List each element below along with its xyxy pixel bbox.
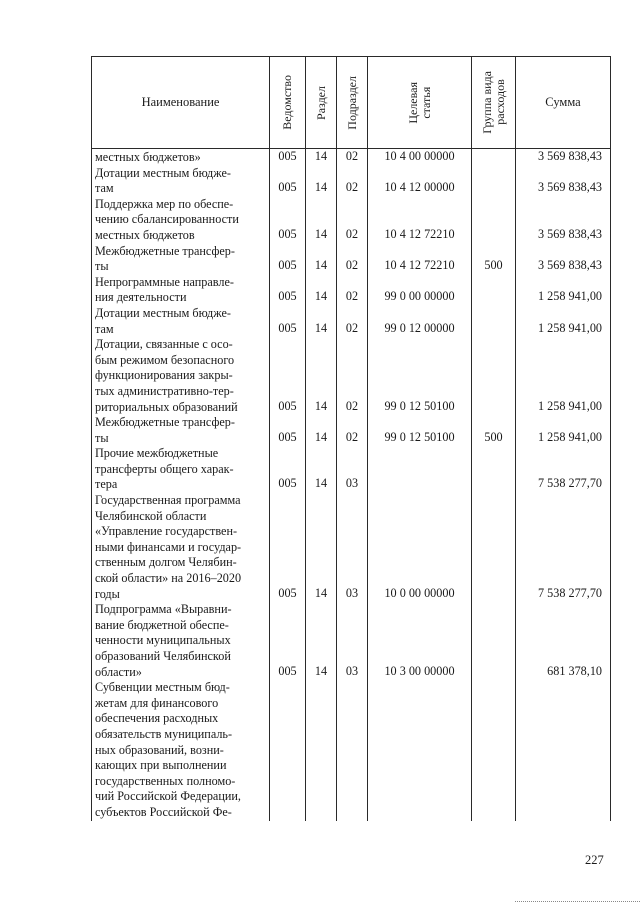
cell-ved-text: 005 bbox=[278, 585, 297, 600]
cell-razd bbox=[306, 602, 337, 680]
cell-name bbox=[92, 244, 270, 275]
cell-name-text: Субвенции местным бюд- жетам для финансового обеспечения расходных обязательств муниципаль- ных образований, возни- кающих при выполнении государственных полномо- чий Российской Федерации, субъектов Российской Фе- bbox=[95, 680, 241, 819]
cell-podrazd bbox=[337, 149, 368, 166]
cell-podrazd-text: 03 bbox=[345, 476, 359, 491]
cell-razd-text: 14 bbox=[314, 149, 328, 163]
table-row bbox=[92, 166, 611, 197]
cell-cel bbox=[368, 446, 472, 493]
cell-cel bbox=[368, 415, 472, 446]
cell-sum bbox=[516, 446, 611, 493]
cell-name bbox=[92, 602, 270, 680]
cell-cel bbox=[368, 306, 472, 337]
cell-podrazd-text: 02 bbox=[345, 180, 359, 195]
cell-sum-text bbox=[516, 820, 602, 821]
header-grp-cell bbox=[472, 57, 516, 149]
cell-name-text: местных бюджетов» bbox=[95, 150, 201, 164]
cell-razd bbox=[306, 493, 337, 602]
cell-razd bbox=[306, 275, 337, 306]
cell-podrazd bbox=[337, 306, 368, 337]
cell-razd-text: 14 bbox=[314, 180, 328, 195]
cell-ved bbox=[270, 446, 306, 493]
cell-cel bbox=[368, 149, 472, 166]
table-row bbox=[92, 446, 611, 493]
cell-ved bbox=[270, 680, 306, 820]
table-row bbox=[92, 197, 611, 244]
cell-grp bbox=[472, 149, 516, 166]
cell-cel-text: 10 4 00 00000 bbox=[384, 149, 455, 163]
cell-ved-text: 005 bbox=[278, 149, 297, 163]
cell-razd bbox=[306, 306, 337, 337]
cell-ved-text bbox=[270, 820, 305, 821]
header-razd-cell bbox=[306, 57, 337, 149]
table-row bbox=[92, 306, 611, 337]
cell-sum bbox=[516, 166, 611, 197]
cell-ved-text: 005 bbox=[278, 398, 297, 413]
cell-razd bbox=[306, 415, 337, 446]
cell-razd bbox=[306, 446, 337, 493]
cell-cel bbox=[368, 244, 472, 275]
cell-cel bbox=[368, 166, 472, 197]
cell-razd bbox=[306, 680, 337, 820]
cell-sum bbox=[516, 337, 611, 415]
cell-sum-text: 3 569 838,43 bbox=[538, 258, 602, 273]
cell-name-text: Поддержка мер по обеспе- чению сбалансированности местных бюджетов bbox=[95, 196, 239, 242]
cell-razd-text bbox=[306, 820, 336, 821]
cell-name-text: Подпрограмма «Выравни- вание бюджетной обеспе- ченности муниципальных образований Челябинской области» bbox=[95, 602, 232, 679]
table-body bbox=[92, 149, 611, 821]
cell-ved-text: 005 bbox=[278, 476, 297, 491]
cell-grp bbox=[472, 166, 516, 197]
cell-name bbox=[92, 197, 270, 244]
cell-podrazd bbox=[337, 680, 368, 820]
cell-ved bbox=[270, 493, 306, 602]
cell-ved-text: 005 bbox=[278, 180, 297, 195]
cell-name-text: Государственная программа Челябинской области «Управление государствен- ными финансами и государ- ственным долгом Челябин- ской области» на 2016–2020 годы bbox=[95, 493, 242, 601]
footer-line bbox=[515, 901, 640, 902]
cell-sum-text: 7 538 277,70 bbox=[538, 476, 602, 491]
header-podrazd-cell bbox=[337, 57, 368, 149]
cell-sum bbox=[516, 306, 611, 337]
cell-podrazd bbox=[337, 415, 368, 446]
cell-ved bbox=[270, 602, 306, 680]
cell-podrazd-text: 03 bbox=[345, 585, 359, 600]
cell-cel-text: 10 4 12 72210 bbox=[384, 258, 455, 273]
cell-ved bbox=[270, 306, 306, 337]
cell-grp bbox=[472, 337, 516, 415]
cell-sum-text: 7 538 277,70 bbox=[538, 585, 602, 600]
cell-razd bbox=[306, 337, 337, 415]
cell-name bbox=[92, 415, 270, 446]
cell-razd-text: 14 bbox=[314, 476, 328, 491]
cell-podrazd-text: 02 bbox=[345, 320, 359, 335]
cell-razd-text: 14 bbox=[314, 585, 328, 600]
cell-sum-text: 3 569 838,43 bbox=[538, 180, 602, 195]
header-cel-cell bbox=[368, 57, 472, 149]
cell-podrazd-text bbox=[337, 820, 367, 821]
cell-cel-text: 99 0 12 00000 bbox=[384, 320, 455, 335]
header-ved: Ведомство bbox=[280, 75, 294, 130]
cell-podrazd-text: 03 bbox=[345, 663, 359, 678]
cell-sum bbox=[516, 602, 611, 680]
cell-grp bbox=[472, 197, 516, 244]
cell-podrazd-text: 02 bbox=[345, 398, 359, 413]
cell-cel-text: 10 4 12 00000 bbox=[384, 180, 455, 195]
table-row bbox=[92, 244, 611, 275]
cell-name bbox=[92, 306, 270, 337]
cell-grp-text: 500 bbox=[484, 258, 503, 273]
cell-grp bbox=[472, 680, 516, 820]
cell-grp bbox=[472, 602, 516, 680]
cell-ved-text: 005 bbox=[278, 258, 297, 273]
cell-sum-text: 3 569 838,43 bbox=[538, 149, 602, 163]
table-row bbox=[92, 415, 611, 446]
cell-razd bbox=[306, 197, 337, 244]
cell-cel-text: 99 0 12 50100 bbox=[384, 398, 455, 413]
cell-razd-text: 14 bbox=[314, 289, 328, 304]
cell-cel bbox=[368, 275, 472, 306]
cell-cel bbox=[368, 197, 472, 244]
cell-ved bbox=[270, 275, 306, 306]
cell-cel-text: 10 0 00 00000 bbox=[384, 585, 455, 600]
cell-cel-text: 99 0 00 00000 bbox=[384, 289, 455, 304]
cell-razd bbox=[306, 244, 337, 275]
cell-grp-text: 500 bbox=[484, 429, 503, 444]
cell-grp bbox=[472, 244, 516, 275]
cell-ved-text: 005 bbox=[278, 289, 297, 304]
table-header bbox=[92, 57, 611, 149]
cell-sum bbox=[516, 680, 611, 820]
cell-name-text: Межбюджетные трансфер- ты bbox=[95, 243, 235, 274]
cell-name bbox=[92, 166, 270, 197]
cell-podrazd bbox=[337, 446, 368, 493]
cell-sum-text: 1 258 941,00 bbox=[538, 289, 602, 304]
page-number: 227 bbox=[585, 853, 604, 867]
cell-podrazd bbox=[337, 244, 368, 275]
cell-podrazd bbox=[337, 275, 368, 306]
cell-podrazd bbox=[337, 493, 368, 602]
cell-sum-text: 681 378,10 bbox=[547, 663, 602, 678]
cell-ved bbox=[270, 149, 306, 166]
cell-cel bbox=[368, 493, 472, 602]
cell-ved-text: 005 bbox=[278, 429, 297, 444]
cell-grp-text bbox=[472, 820, 515, 821]
cell-ved bbox=[270, 337, 306, 415]
cell-ved-text: 005 bbox=[278, 663, 297, 678]
cell-grp bbox=[472, 446, 516, 493]
table-row bbox=[92, 602, 611, 680]
cell-cel bbox=[368, 337, 472, 415]
cell-podrazd bbox=[337, 602, 368, 680]
cell-name-text: Межбюджетные трансфер- ты bbox=[95, 415, 235, 445]
cell-name-text: Дотации местным бюдже- там bbox=[95, 165, 231, 196]
cell-cel bbox=[368, 602, 472, 680]
cell-name bbox=[92, 337, 270, 415]
cell-sum bbox=[516, 197, 611, 244]
cell-ved bbox=[270, 166, 306, 197]
cell-name bbox=[92, 493, 270, 602]
cell-sum bbox=[516, 415, 611, 446]
cell-sum-text: 3 569 838,43 bbox=[538, 226, 602, 241]
cell-podrazd-text: 02 bbox=[345, 429, 359, 444]
header-ved-cell bbox=[270, 57, 306, 149]
cell-podrazd-text: 02 bbox=[345, 226, 359, 241]
table-row bbox=[92, 680, 611, 820]
cell-grp bbox=[472, 493, 516, 602]
cell-name bbox=[92, 446, 270, 493]
cell-podrazd-text: 02 bbox=[345, 149, 359, 163]
cell-razd-text: 14 bbox=[314, 258, 328, 273]
header-name: Наименование bbox=[92, 57, 270, 149]
cell-podrazd bbox=[337, 197, 368, 244]
cell-razd-text: 14 bbox=[314, 320, 328, 335]
cell-ved-text: 005 bbox=[278, 320, 297, 335]
cell-podrazd bbox=[337, 166, 368, 197]
header-razd: Раздел bbox=[313, 85, 328, 120]
cell-razd-text: 14 bbox=[314, 398, 328, 413]
budget-table bbox=[91, 56, 611, 821]
cell-name bbox=[92, 149, 270, 166]
cell-sum bbox=[516, 244, 611, 275]
header-sum: Сумма bbox=[516, 57, 611, 149]
cell-ved bbox=[270, 415, 306, 446]
table-row bbox=[92, 337, 611, 415]
cell-cel-text: 10 3 00 00000 bbox=[384, 663, 455, 678]
cell-cel-text bbox=[368, 820, 471, 821]
cell-razd bbox=[306, 149, 337, 166]
cell-podrazd bbox=[337, 337, 368, 415]
cell-sum bbox=[516, 149, 611, 166]
cell-razd bbox=[306, 166, 337, 197]
cell-name-text: Дотации, связанные с осо- бым режимом безопасного функционирования закры- тых административно-тер- риториальных образований bbox=[95, 337, 238, 414]
cell-grp bbox=[472, 275, 516, 306]
cell-podrazd-text: 02 bbox=[345, 289, 359, 304]
cell-grp bbox=[472, 415, 516, 446]
cell-name bbox=[92, 275, 270, 306]
header-cel: Целевая статья bbox=[405, 81, 433, 124]
header-podrazd: Подраздел bbox=[344, 75, 359, 130]
cell-cel-text: 99 0 12 50100 bbox=[384, 429, 455, 444]
cell-cel-text: 10 4 12 72210 bbox=[384, 226, 455, 241]
cell-ved bbox=[270, 244, 306, 275]
cell-razd-text: 14 bbox=[314, 226, 328, 241]
cell-razd-text: 14 bbox=[314, 663, 328, 678]
cell-name bbox=[92, 680, 270, 820]
cell-name-text: Непрограммные направле- ния деятельности bbox=[95, 274, 234, 305]
table-row bbox=[92, 275, 611, 306]
cell-sum bbox=[516, 275, 611, 306]
table-row bbox=[92, 149, 611, 166]
cell-sum-text: 1 258 941,00 bbox=[538, 320, 602, 335]
table-row bbox=[92, 493, 611, 602]
header-grp: Группа вида расходов bbox=[479, 71, 507, 134]
cell-grp bbox=[472, 306, 516, 337]
cell-podrazd-text: 02 bbox=[345, 258, 359, 273]
cell-ved bbox=[270, 197, 306, 244]
cell-razd-text: 14 bbox=[314, 429, 328, 444]
cell-name-text: Дотации местным бюдже- там bbox=[95, 305, 231, 336]
cell-sum bbox=[516, 493, 611, 602]
cell-sum-text: 1 258 941,00 bbox=[538, 398, 602, 413]
cell-cel bbox=[368, 680, 472, 820]
cell-name-text: Прочие межбюджетные трансферты общего харак- тера bbox=[95, 446, 234, 492]
cell-ved-text: 005 bbox=[278, 226, 297, 241]
cell-sum-text: 1 258 941,00 bbox=[538, 429, 602, 444]
